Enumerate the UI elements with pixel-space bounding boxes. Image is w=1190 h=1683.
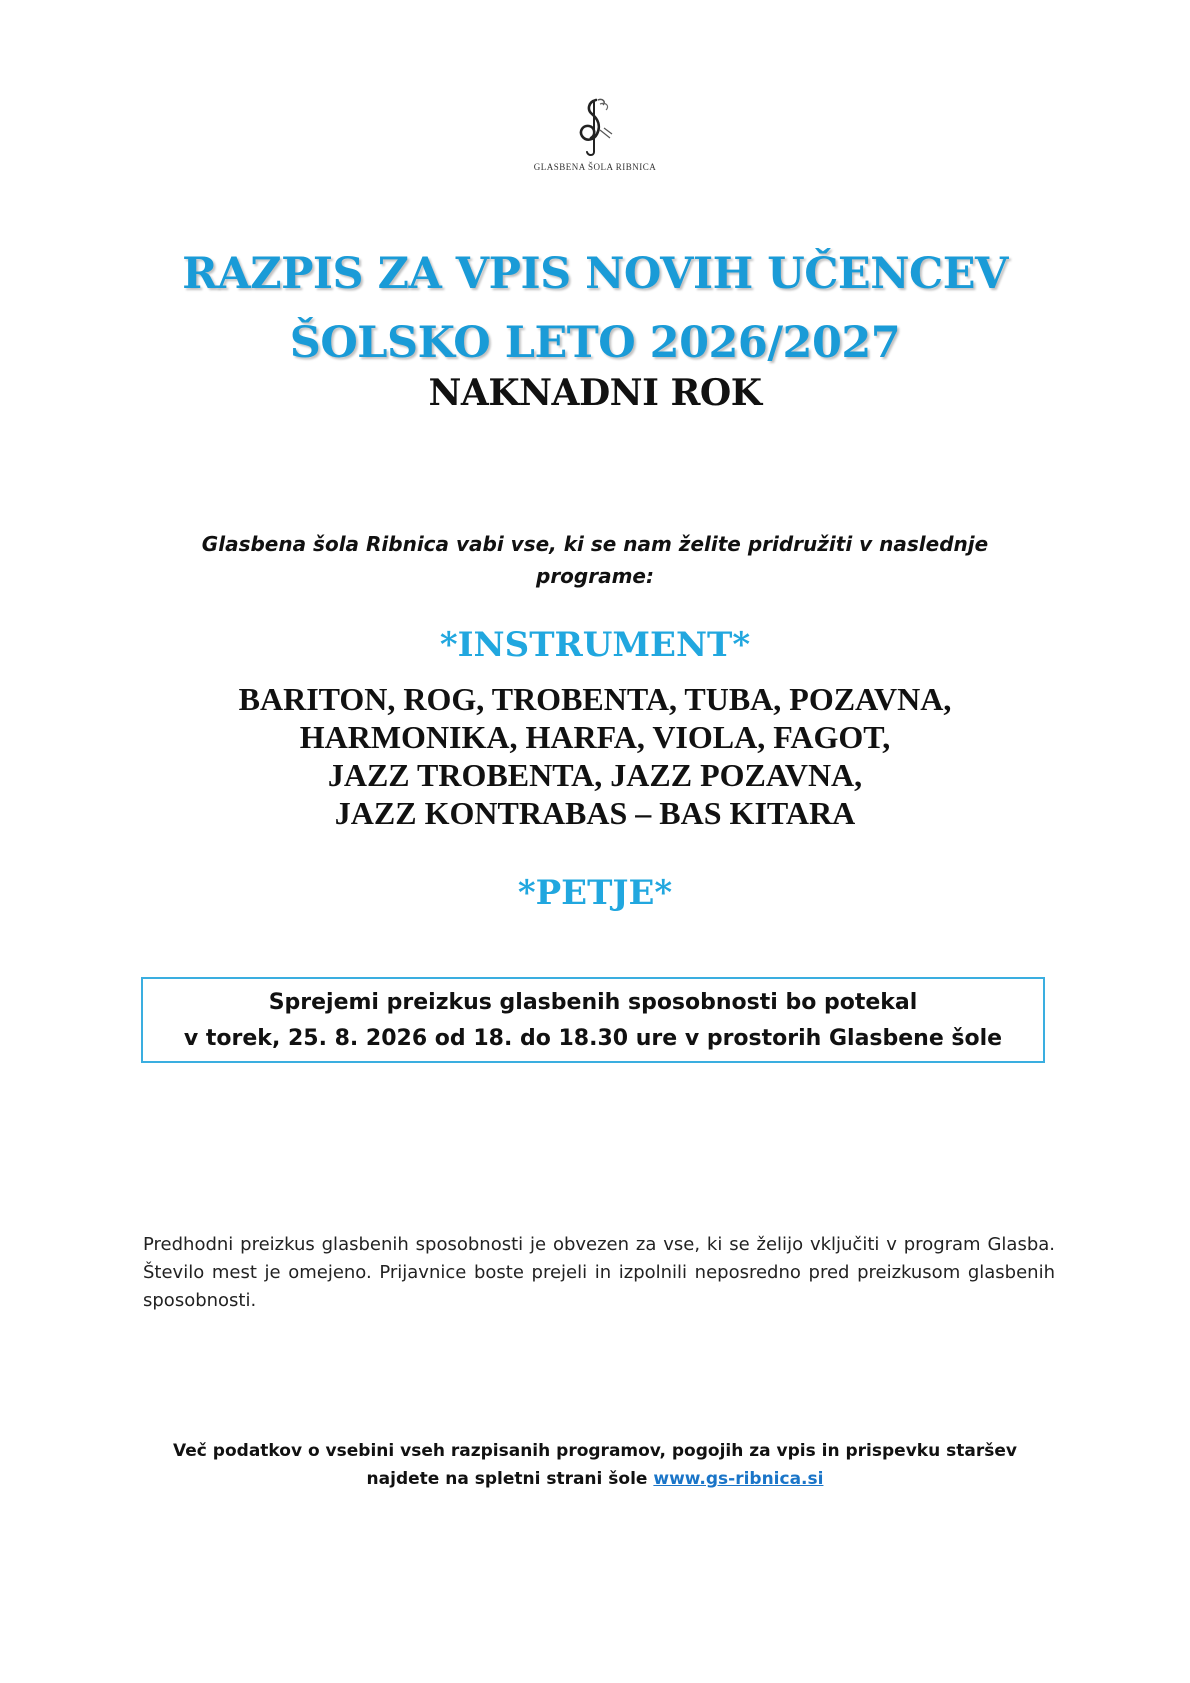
invitation-text: Glasbena šola Ribnica vabi vse, ki se nam želite pridružiti v naslednje programe: <box>201 532 989 588</box>
instrument-list <box>0 680 1190 832</box>
website-link[interactable]: www.gs-ribnica.si <box>653 1469 824 1489</box>
school-logo <box>0 96 1190 172</box>
instrument-line: HARMONIKA, HARFA, VIOLA, FAGOT, <box>299 719 891 755</box>
prerequisite-note: Predhodni preizkus glasbenih sposobnosti je obvezen za vse, ki se želijo vključiti v program Glasba. Število mest je omejeno. Prijavnice boste prejeli in izpolnili neposredno pred preizkusom glasbenih sposobnosti. <box>143 1234 1055 1311</box>
instrument-line: JAZZ TROBENTA, JAZZ POZAVNA, <box>327 757 863 793</box>
subtitle: NAKNADNI ROK <box>428 372 762 414</box>
instrument-line: BARITON, ROG, TROBENTA, TUBA, POZAVNA, <box>238 681 952 717</box>
singing-heading: *PETJE* <box>517 873 673 913</box>
logo-text: GLASBENA ŠOLA RIBNICA <box>533 162 657 172</box>
footer-info <box>150 1437 1040 1493</box>
instrument-line: JAZZ KONTRABAS – BAS KITARA <box>334 795 856 831</box>
title-line-2: ŠOLSKO LETO 2026/2027 <box>289 318 901 368</box>
footer-text: Več podatkov o vsebini vseh razpisanih programov, pogojih za vpis in prispevku staršev najdete na spletni strani šole <box>173 1441 1017 1489</box>
exam-info-line-2: v torek, 25. 8. 2026 od 18. do 18.30 ure v prostorih Glasbene šole <box>183 1026 1003 1051</box>
instrument-heading: *INSTRUMENT* <box>439 625 751 665</box>
exam-info-box <box>141 977 1045 1063</box>
exam-info-line-1: Sprejemi preizkus glasbenih sposobnosti bo potekal <box>268 990 918 1015</box>
title-line-1: RAZPIS ZA VPIS NOVIH UČENCEV <box>182 249 1008 299</box>
treble-clef-logo-icon <box>570 96 620 156</box>
